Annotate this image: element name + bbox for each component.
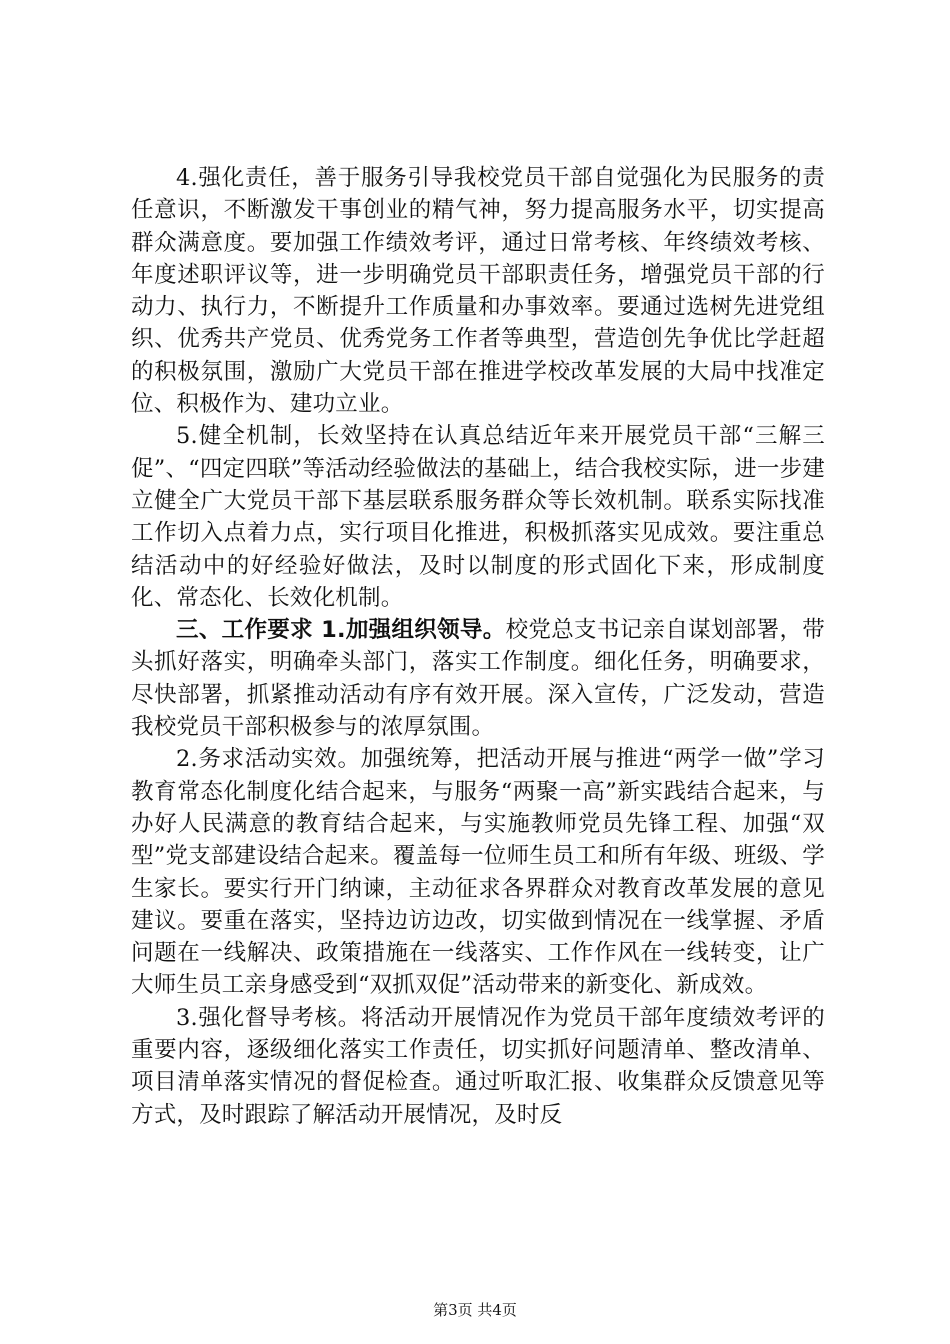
paragraph-strengthen-responsibility: [131, 162, 825, 420]
body-text: [131, 162, 825, 1131]
paragraph-improve-mechanism: [131, 420, 825, 614]
paragraph-activity-results: [131, 743, 825, 1001]
paragraph-text: 校党总支书记亲自谋划部署，带头抓好落实，明确牵头部门，落实工作制度。细化任务，明确要求，尽快部署，抓紧推动活动有序有效开展。深入宣传，广泛发动，营造我校党员干部积极参与的浓厚氛围。: [131, 617, 825, 741]
paragraph-text: 3.强化督导考核。将活动开展情况作为党员干部年度绩效考评的重要内容，逐级细化落实工作责任，切实抓好问题清单、整改清单、项目清单落实情况的督促检查。通过听取汇报、收集群众反馈意见等方式，及时跟踪了解活动开展情况，及时反: [131, 1004, 825, 1128]
page-footer: [0, 1300, 950, 1320]
section-heading: 三、工作要求 1.加强组织领导。: [176, 617, 506, 644]
paragraph-work-requirements: [131, 614, 825, 743]
page-number: 第3页 共4页: [433, 1301, 517, 1319]
paragraph-text: 5.健全机制，长效坚持在认真总结近年来开展党员干部“三解三促”、“四定四联”等活动经验做法的基础上，结合我校实际，进一步建立健全广大党员干部下基层联系服务群众等长效机制。联系实际找准工作切入点着力点，实行项目化推进，积极抓落实见成效。要注重总结活动中的好经验好做法，及时以制度的形式固化下来，形成制度化、常态化、长效化机制。: [131, 423, 825, 611]
paragraph-supervision: [131, 1002, 825, 1131]
paragraph-text: 2.务求活动实效。加强统筹，把活动开展与推进“两学一做”学习教育常态化制度化结合起来，与服务“两聚一高”新实践结合起来，与办好人民满意的教育结合起来，与实施教师党员先锋工程、加强“双型”党支部建设结合起来。覆盖每一位师生员工和所有年级、班级、学生家长。要实行开门纳谏，主动征求各界群众对教育改革发展的意见建议。要重在落实，坚持边访边改，切实做到情况在一线掌握、矛盾问题在一线解决、政策措施在一线落实、工作作风在一线转变，让广大师生员工亲身感受到“双抓双促”活动带来的新变化、新成效。: [131, 746, 825, 999]
paragraph-text: 4.强化责任，善于服务引导我校党员干部自觉强化为民服务的责任意识，不断激发干事创业的精气神，努力提高服务水平，切实提高群众满意度。要加强工作绩效考评，通过日常考核、年终绩效考核、年度述职评议等，进一步明确党员干部职责任务，增强党员干部的行动力、执行力，不断提升工作质量和办事效率。要通过选树先进党组织、优秀共产党员、优秀党务工作者等典型，营造创先争优比学赶超的积极氛围，激励广大党员干部在推进学校改革发展的大局中找准定位、积极作为、建功立业。: [131, 165, 825, 418]
